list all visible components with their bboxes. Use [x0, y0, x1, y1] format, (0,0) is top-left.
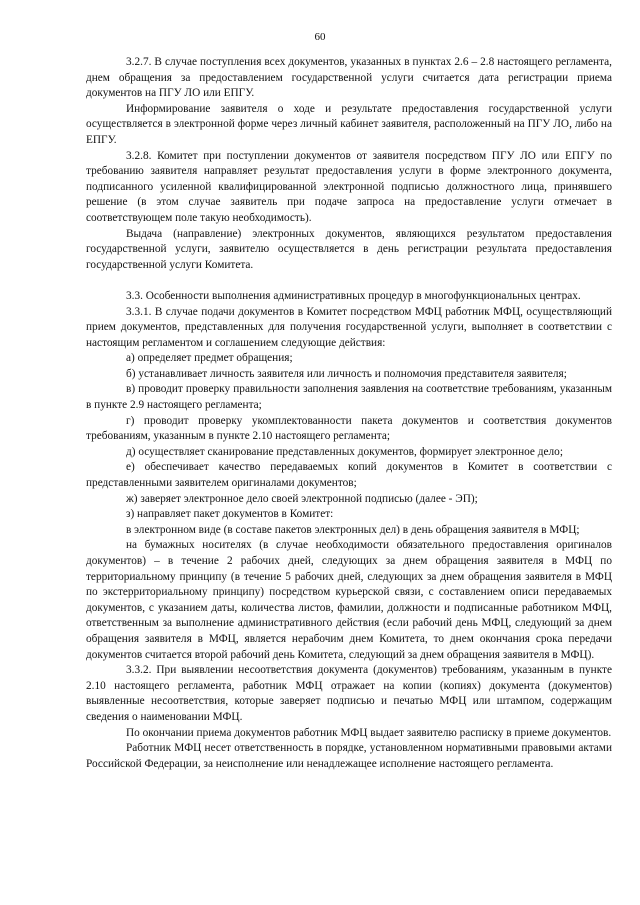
- list-item: д) осуществляет сканирование представленных документов, формирует электронное дело;: [126, 445, 563, 458]
- paragraph: Выдача (направление) электронных документов, являющихся результатом предоставления государственной услуги, заявителю осуществляется в день регистрации результата предоставления государственной услуги Комитета.: [86, 227, 612, 271]
- list-item: а) определяет предмет обращения;: [126, 352, 293, 365]
- page-number: 60: [314, 31, 326, 43]
- section-heading: 3.3. Особенности выполнения административных процедур в многофункциональных центрах.: [126, 289, 581, 302]
- paragraph: По окончании приема документов работник МФЦ выдает заявителю расписку в приеме документов.: [126, 726, 612, 739]
- paragraph: в электронном виде (в составе пакетов электронных дел) в день обращения заявителя в МФЦ;: [126, 523, 580, 536]
- document-body: [86, 55, 612, 772]
- paragraph: 3.2.8. Комитет при поступлении документов от заявителя посредством ПГУ ЛО или ЕПГУ по требованию заявителя направляет результат предоставления услуги в форме электронного документа, подписанного усиленной квалифицированной электронной подписью должностного лица, принявшего решение (в этом случае заявитель при подаче запроса на предоставление услуги отмечает в соответствующем поле такую необходимость).: [86, 149, 612, 224]
- list-item: б) устанавливает личность заявителя или личность и полномочия представителя заявителя;: [126, 367, 567, 380]
- paragraph: на бумажных носителях (в случае необходимости обязательного предоставления оригиналов документов) – в течение 2 рабочих дней, следующих за днем обращения заявителя в МФЦ по территориальному принципу (в течение 5 рабочих дней, следующих за днем обращения заявителя в МФЦ по экстерриториальному принципу) посредством курьерской связи, с составлением описи передаваемых документов, с указанием даты, количества листов, фамилии, должности и подписанные работником МФЦ, ответственным за выполнение административного действия (если рабочий день МФЦ, следующий за днем обращения заявителя в МФЦ, является нерабочим днем Комитета, то днем окончания срока передачи документов считается второй рабочий день Комитета, следующий за днем обращения заявителя в МФЦ).: [86, 539, 612, 661]
- paragraph: 3.2.7. В случае поступления всех документов, указанных в пунктах 2.6 – 2.8 настоящего регламента, днем обращения за предоставлением государственной услуги считается дата регистрации приема документов на ПГУ ЛО или ЕПГУ.: [86, 56, 612, 100]
- list-item: г) проводит проверку укомплектованности пакета документов и соответствия документов требованиям, указанным в пункте 2.10 настоящего регламента;: [86, 414, 612, 443]
- list-item: з) направляет пакет документов в Комитет:: [126, 508, 334, 521]
- list-item: е) обеспечивает качество передаваемых копий документов в Комитет в соответствии с представленными заявителем оригиналами документов;: [86, 461, 612, 490]
- paragraph: Работник МФЦ несет ответственность в порядке, установленном нормативными правовыми актами Российской Федерации, за неисполнение или ненадлежащее исполнение настоящего регламента.: [86, 742, 612, 770]
- list-item: ж) заверяет электронное дело своей электронной подписью (далее - ЭП);: [126, 492, 478, 505]
- list-item: в) проводит проверку правильности заполнения заявления на соответствие требованиям, указанным в пункте 2.9 настоящего регламента;: [86, 383, 612, 412]
- paragraph: 3.3.1. В случае подачи документов в Комитет посредством МФЦ работник МФЦ, осуществляющий прием документов, представленных для получения государственной услуги, выполняет в соответствии с настоящим регламентом и соглашением следующие действия:: [86, 305, 612, 349]
- paragraph: Информирование заявителя о ходе и результате предоставления государственной услуги осуществляется в электронной форме через личный кабинет заявителя, расположенный на ПГУ ЛО, либо на ЕПГУ.: [86, 102, 612, 146]
- paragraph: 3.3.2. При выявлении несоответствия документа (документов) требованиям, указанным в пункте 2.10 настоящего регламента, работник МФЦ отражает на копии (копиях) документа (документов) выявленные несоответствия, которые заверяет подписью и печатью МФЦ или штампом, содержащим сведения о наименовании МФЦ.: [86, 664, 612, 723]
